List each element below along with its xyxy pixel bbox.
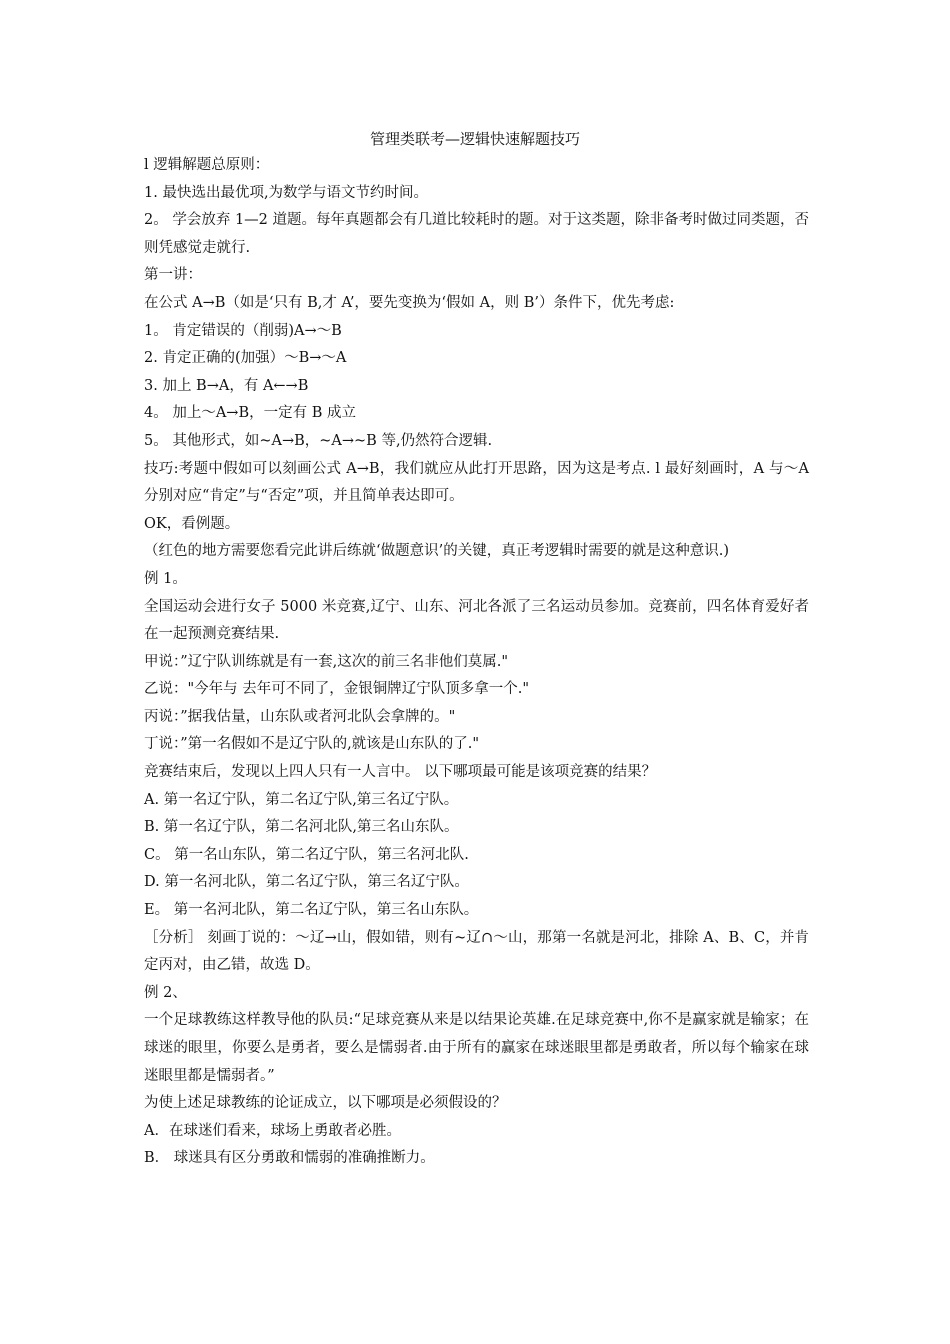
paragraph: 甲说：”辽宁队训练就是有一套,这次的前三名非他们莫属." xyxy=(144,653,509,670)
paragraph: E。 第一名河北队，第二名辽宁队，第三名山东队。 xyxy=(144,902,479,919)
paragraph: 2. 肯定正确的(加强）～B→～A xyxy=(144,350,347,367)
paragraph: l 逻辑解题总原则： xyxy=(144,157,270,173)
paragraph: （红色的地方需要您看完此讲后练就‘做题意识’的关键，真正考逻辑时需要的就是这种意识.) xyxy=(144,543,729,560)
paragraph: 2。 学会放弃 1—2 道题。每年真题都会有几道比较耗时的题。对于这类题，除非备考时做过同类题，否则凭感觉走就行. xyxy=(144,212,809,256)
paragraph: 技巧:考题中假如可以刻画公式 A→B，我们就应从此打开思路，因为这是考点. l 最好刻画时，A 与～A 分别对应“肯定”与“否定”项，并且简单表达即可。 xyxy=(144,460,809,505)
paragraph: 乙说："今年与 去年可不同了，金银铜牌辽宁队顶多拿一个." xyxy=(144,681,530,698)
paragraph: 3. 加上 B→A，有 A←→B xyxy=(144,377,309,394)
paragraph: 5。 其他形式，如~A→B，~A→~B 等,仍然符合逻辑. xyxy=(144,432,493,449)
paragraph: 1。 肯定错误的（削弱)A→～B xyxy=(144,322,342,339)
paragraph: C。 第一名山东队，第二名辽宁队，第三名河北队. xyxy=(144,846,469,863)
document-body xyxy=(144,152,809,1173)
paragraph: 丁说：”第一名假如不是辽宁队的,就该是山东队的了." xyxy=(144,736,480,753)
paragraph: 一个足球教练这样教导他的队员:“足球竞赛从来是以结果论英雄.在足球竞赛中,你不是赢家就是输家；在球迷的眼里，你要么是勇者，要么是懦弱者.由于所有的赢家在球迷眼里都是勇敢者，所以每个输家在球迷眼里都是懦弱者。” xyxy=(144,1012,809,1084)
paragraph: B. 第一名辽宁队，第二名河北队,第三名山东队。 xyxy=(144,819,459,836)
paragraph: A. 第一名辽宁队，第二名辽宁队,第三名辽宁队。 xyxy=(144,791,459,808)
paragraph: 在公式 A→B（如是‘只有 B,才 A’，要先变换为‘假如 A，则 B’）条件下，优先考虑: xyxy=(144,294,675,311)
paragraph: 例 1。 xyxy=(144,570,187,587)
paragraph: 第一讲： xyxy=(144,267,202,284)
paragraph: 竞赛结束后，发现以上四人只有一人言中。 以下哪项最可能是该项竞赛的结果？ xyxy=(144,764,657,781)
paragraph: ［分析］ 刻画丁说的：～辽→山，假如错，则有~辽∩～山，那第一名就是河北，排除 A、B、C，并肯定丙对，由乙错，故选 D。 xyxy=(144,929,809,974)
paragraph: 全国运动会进行女子 5000 米竞赛,辽宁、山东、河北各派了三名运动员参加。竞赛前，四名体育爱好者在一起预测竞赛结果. xyxy=(144,598,809,643)
paragraph: 为使上述足球教练的论证成立，以下哪项是必须假设的？ xyxy=(144,1095,507,1112)
paragraph: 丙说：”据我估量，山东队或者河北队会拿牌的。" xyxy=(144,708,456,725)
paragraph: 1. 最快选出最优项,为数学与语文节约时间。 xyxy=(144,184,429,201)
paragraph: D. 第一名河北队，第二名辽宁队，第三名辽宁队。 xyxy=(144,874,469,891)
paragraph: B． 球迷具有区分勇敢和懦弱的准确推断力。 xyxy=(144,1150,435,1167)
document-title: 管理类联考—逻辑快速解题技巧 xyxy=(369,130,580,148)
paragraph: 4。 加上～A→B，一定有 B 成立 xyxy=(144,405,356,422)
paragraph: 例 2、 xyxy=(144,984,187,1001)
paragraph: A．在球迷们看来，球场上勇敢者必胜。 xyxy=(144,1122,401,1139)
paragraph: OK，看例题。 xyxy=(144,515,240,532)
